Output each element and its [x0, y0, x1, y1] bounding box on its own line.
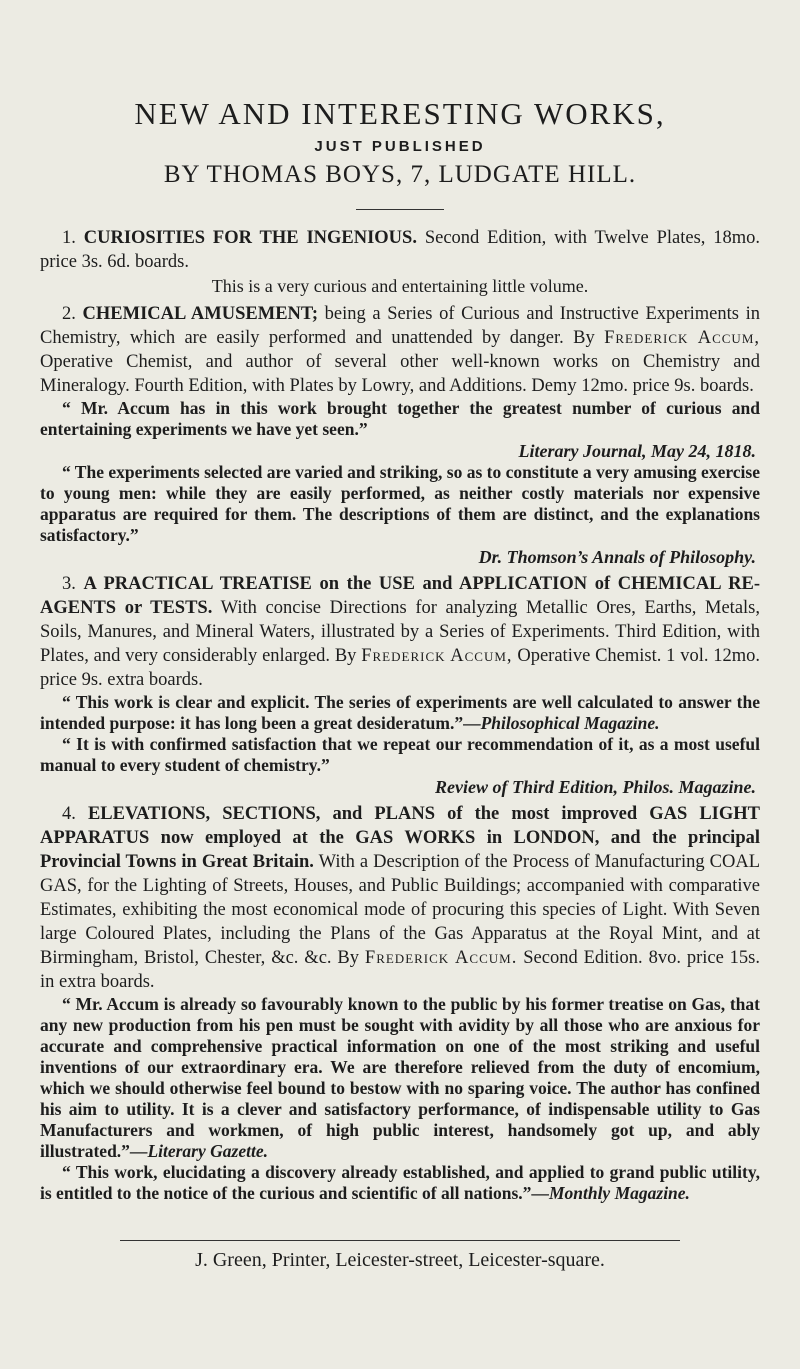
entry-1-tagline: This is a very curious and entertaining little volume.	[211, 276, 589, 296]
header-subtitle: JUST PUBLISHED	[314, 138, 486, 155]
entry-3-author: Frederick Accum,	[361, 646, 513, 666]
entry-4	[40, 802, 760, 1204]
entry-2-source-2: Dr. Thomson’s Annals of Philosophy.	[478, 547, 756, 567]
entry-2-quote-2: “ The experiments selected are varied and striking, so as to constitute a very amusing exercise to young men: while they are easily performed, as neither costly materials nor expensive apparatus are required for them. The descriptions of them are distinct, and the explanations satisfactory.”	[40, 462, 760, 545]
entry-2-title: CHEMICAL AMUSEMENT;	[82, 304, 319, 324]
entry-4-quote-2-text: “ This work, elucidating a discovery already established, and applied to grand public utility, is entitled to the notice of the curious and scientific of all nations.”—	[40, 1162, 760, 1203]
entry-1-title: CURIOSITIES FOR THE INGENIOUS.	[83, 228, 417, 248]
entry-2-quote-1: “ Mr. Accum has in this work brought together the greatest number of curious and entertaining experiments we have yet seen.”	[40, 398, 760, 439]
entry-3-details-a: With concise Directions for analyzing Metallic Ores, Earths, Metals, Soils, Manures, and Mineral Waters, illustrated by a Series of Experiments. Third Edition, with Plates, and very considerably enlarged. By	[40, 598, 760, 666]
entry-3-source-2: Review of Third Edition, Philos. Magazine.	[434, 777, 756, 797]
entry-2-number: 2.	[62, 304, 76, 324]
entry-2-details-a: being a Series of Curious and Instructive Experiments in Chemistry, which are easily performed and unattended by danger. By	[40, 304, 761, 348]
entry-3-quote-1	[40, 692, 760, 734]
entry-4-number: 4.	[62, 804, 76, 824]
entry-2-source-1: Literary Journal, May 24, 1818.	[518, 441, 756, 461]
entry-4-title: ELEVATIONS, SECTIONS, and PLANS of the most improved GAS LIGHT APPARATUS now employed at the GAS WORKS in LONDON, and the principal Provincial Towns in Great Britain.	[40, 804, 760, 872]
entry-4-quote-1-text: “ Mr. Accum is already so favourably known to the public by his former treatise on Gas, that any new production from his pen must be sought with avidity by all those who are anxious for accurate and comprehensive practical information on one of the most striking and useful inventions of our extraordinary era. We are therefore relieved from the duty of encomium, which we should otherwise feel bound to bestow with no sparing voice. The author has confined his aim to utility. It is a clever and satisfactory performance, of indispensable utility to Gas Manufacturers and workmen, of high public interest, handsomely got up, and ably illustrated.”—	[40, 994, 760, 1161]
entry-3-number: 3.	[62, 574, 76, 594]
entry-4-quote-2-source: Monthly Magazine.	[548, 1183, 690, 1203]
header-publisher: BY THOMAS BOYS, 7, LUDGATE HILL.	[163, 161, 637, 188]
entry-1	[40, 226, 760, 298]
entry-4-quote-2	[40, 1162, 760, 1204]
entry-4-quote-1	[40, 994, 760, 1162]
entry-3-quote-1-text: “ This work is clear and explicit. The series of experiments are well calculated to answer the intended purpose: it has long been a great desideratum.”—	[40, 692, 760, 733]
header-divider	[356, 209, 444, 210]
entry-3	[40, 572, 760, 798]
entry-3-quote-2: “ It is with confirmed satisfaction that we repeat our recommendation of it, as a most useful manual to every student of chemistry.”	[40, 734, 760, 775]
entry-3-title: A PRACTICAL TREATISE on the USE and APPLICATION of CHEMICAL RE-AGENTS or TESTS.	[40, 574, 760, 618]
entry-2-heading	[40, 302, 760, 398]
entry-3-quote-1-source: Philosophical Magazine.	[480, 713, 660, 733]
entry-4-author: Frederick Accum.	[364, 948, 518, 968]
header	[40, 96, 760, 189]
entry-2	[40, 302, 760, 568]
entry-1-details: Second Edition, with Twelve Plates, 18mo. price 3s. 6d. boards.	[40, 228, 761, 272]
entry-1-number: 1.	[62, 228, 76, 248]
entry-4-details-b: Second Edition. 8vo. price 15s. in extra boards.	[40, 948, 761, 992]
entry-4-details-a: With a Description of the Process of Manufacturing COAL GAS, for the Lighting of Streets, Houses, and Public Buildings; accompanied with comparative Estimates, exhibiting the most economical mode of procuring this species of Light. With Seven large Coloured Plates, including the Plans of the Gas Apparatus at the Royal Mint, and at Birmingham, Bristol, Chester, &c. &c. By	[40, 852, 760, 968]
entry-1-heading	[40, 226, 760, 274]
header-title: NEW AND INTERESTING WORKS,	[134, 96, 666, 131]
entry-4-heading	[40, 802, 760, 994]
entry-3-details-b: Operative Chemist. 1 vol. 12mo. price 9s. extra boards.	[40, 646, 761, 690]
entry-4-quote-1-source: Literary Gazette.	[147, 1141, 268, 1161]
entry-2-details-b: Operative Chemist, and author of several other well-known works on Chemistry and Mineralogy. Fourth Edition, with Plates by Lowry, and Additions. Demy 12mo. price 9s. boards.	[40, 352, 760, 396]
entry-3-heading	[40, 572, 760, 692]
footer-divider	[120, 1240, 680, 1241]
printer-imprint: J. Green, Printer, Leicester-street, Leicester-square.	[195, 1249, 605, 1271]
entry-2-author: Frederick Accum,	[604, 328, 761, 348]
